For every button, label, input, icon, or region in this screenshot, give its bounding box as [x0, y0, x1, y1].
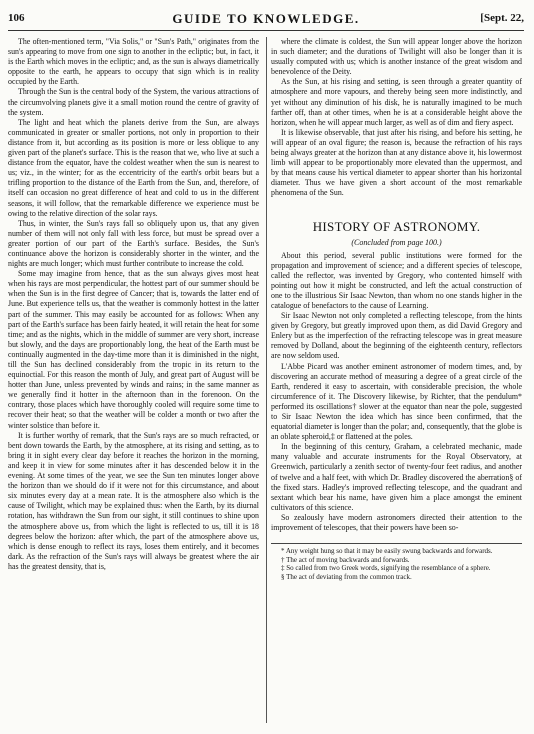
- column-divider: [266, 37, 267, 723]
- text-columns: [8, 37, 524, 582]
- paragraph: L'Abbe Picard was another eminent astronomer of modern times, and, by discovering an accurate method of measuring a degree of a great circle of the Earth, rendered it easy to ascertain, with considerable precision, the whole circumference of it. The Discovery likewise, by Richter, that the pendulum* performed its oscillations† slower at the equator than near the pole, suggested to Sir Isaac Newton the idea which has since been confirmed, that the equatorial diameter is longer than the polar; and, consequently, that the globe is an oblate spheroid,‡ or flattened at the poles.: [271, 361, 522, 442]
- page-number: 106: [8, 12, 25, 24]
- section-title: HISTORY OF ASTRONOMY.: [312, 218, 481, 234]
- paragraph: It is further worthy of remark, that the Sun's rays are so much refracted, or bent down towards the Earth, by the atmosphere, at its rising and setting, as to bring it in sight every clear day before it reaches the horizon in the morning, and keep it in view for some minutes after it has descended below it in the evening. At some times of the year, we see the Sun ten minutes longer above the horizon than we should do if it were not for this circumstance, and about six minutes every day at a mean rate. It is the atmosphere also which is the cause of Twilight, which may be explained thus: when the Earth, by its diurnal rotation, has withdrawn the Sun from our sight, it still continues to shine upon the atmosphere above us, from which the light is reflected to us, till it is 18 degrees below the horizon: after which, the part of the atmosphere above us, which is dense enough to reflect its rays, loses them entirely, and it becomes dark. As the refraction of the Sun's rays will always be greatest where the air has the greatest density, that is,: [8, 430, 259, 571]
- footnote: ‡ So called from two Greek words, signifying the resemblance of a sphere.: [281, 564, 491, 573]
- footnote: * Any weight hung so that it may be easily swung backwards and forwards.: [281, 547, 493, 556]
- footnotes: [271, 543, 522, 581]
- section-subtitle: (Concluded from page 100.): [351, 237, 442, 247]
- paragraph: As the Sun, at his rising and setting, is seen through a greater quantity of atmosphere and more vapours, and thereby being seen more indistinctly, and yet without any diminution of his disk, he is naturally imagined to be much farther off, than at other times, when he is at a considerable height above the horizon, when he will appear much larger, as well as of dim and fiery aspect.: [271, 77, 522, 127]
- left-column: [8, 37, 259, 582]
- paragraph: In the beginning of this century, Graham, a celebrated mechanic, made many valuable and accurate instruments for the Royal Observatory, at Greenwich, particularly a zenith sector of twenty-four feet radius, and another of twelve and a half feet, with which Dr. Bradley discovered the aberration§ of the fixed stars. Hadley's improved reflecting telescope, and the quadrant and sextant which bear his name, have given him a place amongst the eminent cultivators of this science.: [271, 442, 522, 512]
- footnote: † The act of moving backwards and forwards.: [281, 555, 410, 564]
- paragraph: The light and heat which the planets derive from the Sun, are always communicated in greater or smaller portions, not only in proportion to their distance from it, but according as its position is more or less oblique to any given part of the planet's surface. This is the reason that we, who live at such a distance from the equator, have the coldest weather when the sun is nearest to us; viz., in the winter; for as the eccentricity of the earth's orbit bears but a trifling proportion to the distance of the Earth from the Sun, and, therefore, of itself can occasion no great difference of heat and cold to us in the different seasons, it will follow, that the remarkable difference we experience must be owing to the relative direction of the solar rays.: [8, 117, 259, 218]
- footnote: § The act of deviating from the common track.: [281, 572, 412, 581]
- paragraph: The often-mentioned term, "Via Solis," or "Sun's Path," originates from the sun's appearing to move from one sign to another in the ecliptic; but, in fact, it is the Earth which moves in the ecliptic; and, as the sun is always diametrically opposite to the earth, he appears to occupy that sign which is in reality occupied by the Earth.: [8, 37, 259, 87]
- paragraph: So zealously have modern astronomers directed their attention to the improvement of telescopes, that their powers have been so-: [271, 512, 522, 533]
- paragraph: It is likewise observable, that just after his rising, and before his setting, he will appear of an oval figure; the reason is, because the refraction of his rays being always greater at the horizon than at any distance above it, his lowermost limb will appear to be proportionably more elevated than the uppermost, and by that means cause his vertical diameter to appear shorter than his horizontal diameter. Thus we have given a short account of the most remarkable phenomena of the Sun.: [271, 127, 522, 198]
- right-column: [271, 37, 522, 582]
- paragraph: About this period, several public institutions were formed for the propagation and improvement of science; and a different species of telescope, called the reflector, was invented by Gregory, who contented himself with pointing out how it might be constructed, and left the actual construction of one to the illustrious Sir Isaac Newton, than whom no one stands higher in the catalogue of benefactors to the cause of Learning.: [271, 250, 522, 310]
- header-date: [Sept. 22,: [480, 12, 524, 24]
- paragraph: Some may imagine from hence, that as the sun always gives most heat when his rays are most perpendicular, the hottest part of our summer should be when the Sun is in the first degree of Cancer; that is, towards the latter end of June. But experience tells us, that the weather is commonly hottest in the latter part of the summer. This may easily be accounted for as follows: When any part of the Earth's surface has been fairly heated, it will retain the heat for some time; and as the nights, which in the middle of summer are very short, increase but slowly, and the days are proportionably long, the heat of the Earth must be continually augmented in the day-time more than it is diminished in the night, till the Sun has declined considerably from the tropic in its return to the equinoctial. For this reason the month of July, and great part of August will be hotter than June, unless prevented by winds and rains; in the same manner as we generally find it hotter in the afternoon than in the forenoon. On the contrary, those places which have thoroughly cooled will require some time to recover their heat; so that the weather will be colder a month or two after the winter solstice than before it.: [8, 269, 259, 430]
- running-title: GUIDE TO KNOWLEDGE.: [172, 11, 360, 26]
- paragraph: Thus, in winter, the Sun's rays fall so obliquely upon us, that any given number of them will not only fall with less force, but must be spread over a greater portion of our part of the Earth's surface. Besides, the Sun's continuance above the horizon is considerably shorter in the winter, and the nights are much longer; which must further contribute to increase the cold.: [8, 218, 259, 269]
- paragraph: Through the Sun is the central body of the System, the various attractions of the circumvolving planets give it a small motion round the centre of gravity of the system.: [8, 87, 259, 117]
- running-header: [8, 12, 524, 31]
- paragraph: Sir Isaac Newton not only completed a reflecting telescope, from the hints given by Gregory, but greatly improved upon them, as did David Gregory and Enlery but as the imperfection of the refracting telescope was in great measure removed by Dolland, about the beginning of the eighteenth century, reflectors are now seldom used.: [271, 311, 522, 361]
- paragraph: where the climate is coldest, the Sun will appear longer above the horizon in such diameter; and the durations of Twilight will also be longer than it is usually computed with us; which is another instance of the great wisdom and benevolence of the Deity.: [271, 37, 522, 77]
